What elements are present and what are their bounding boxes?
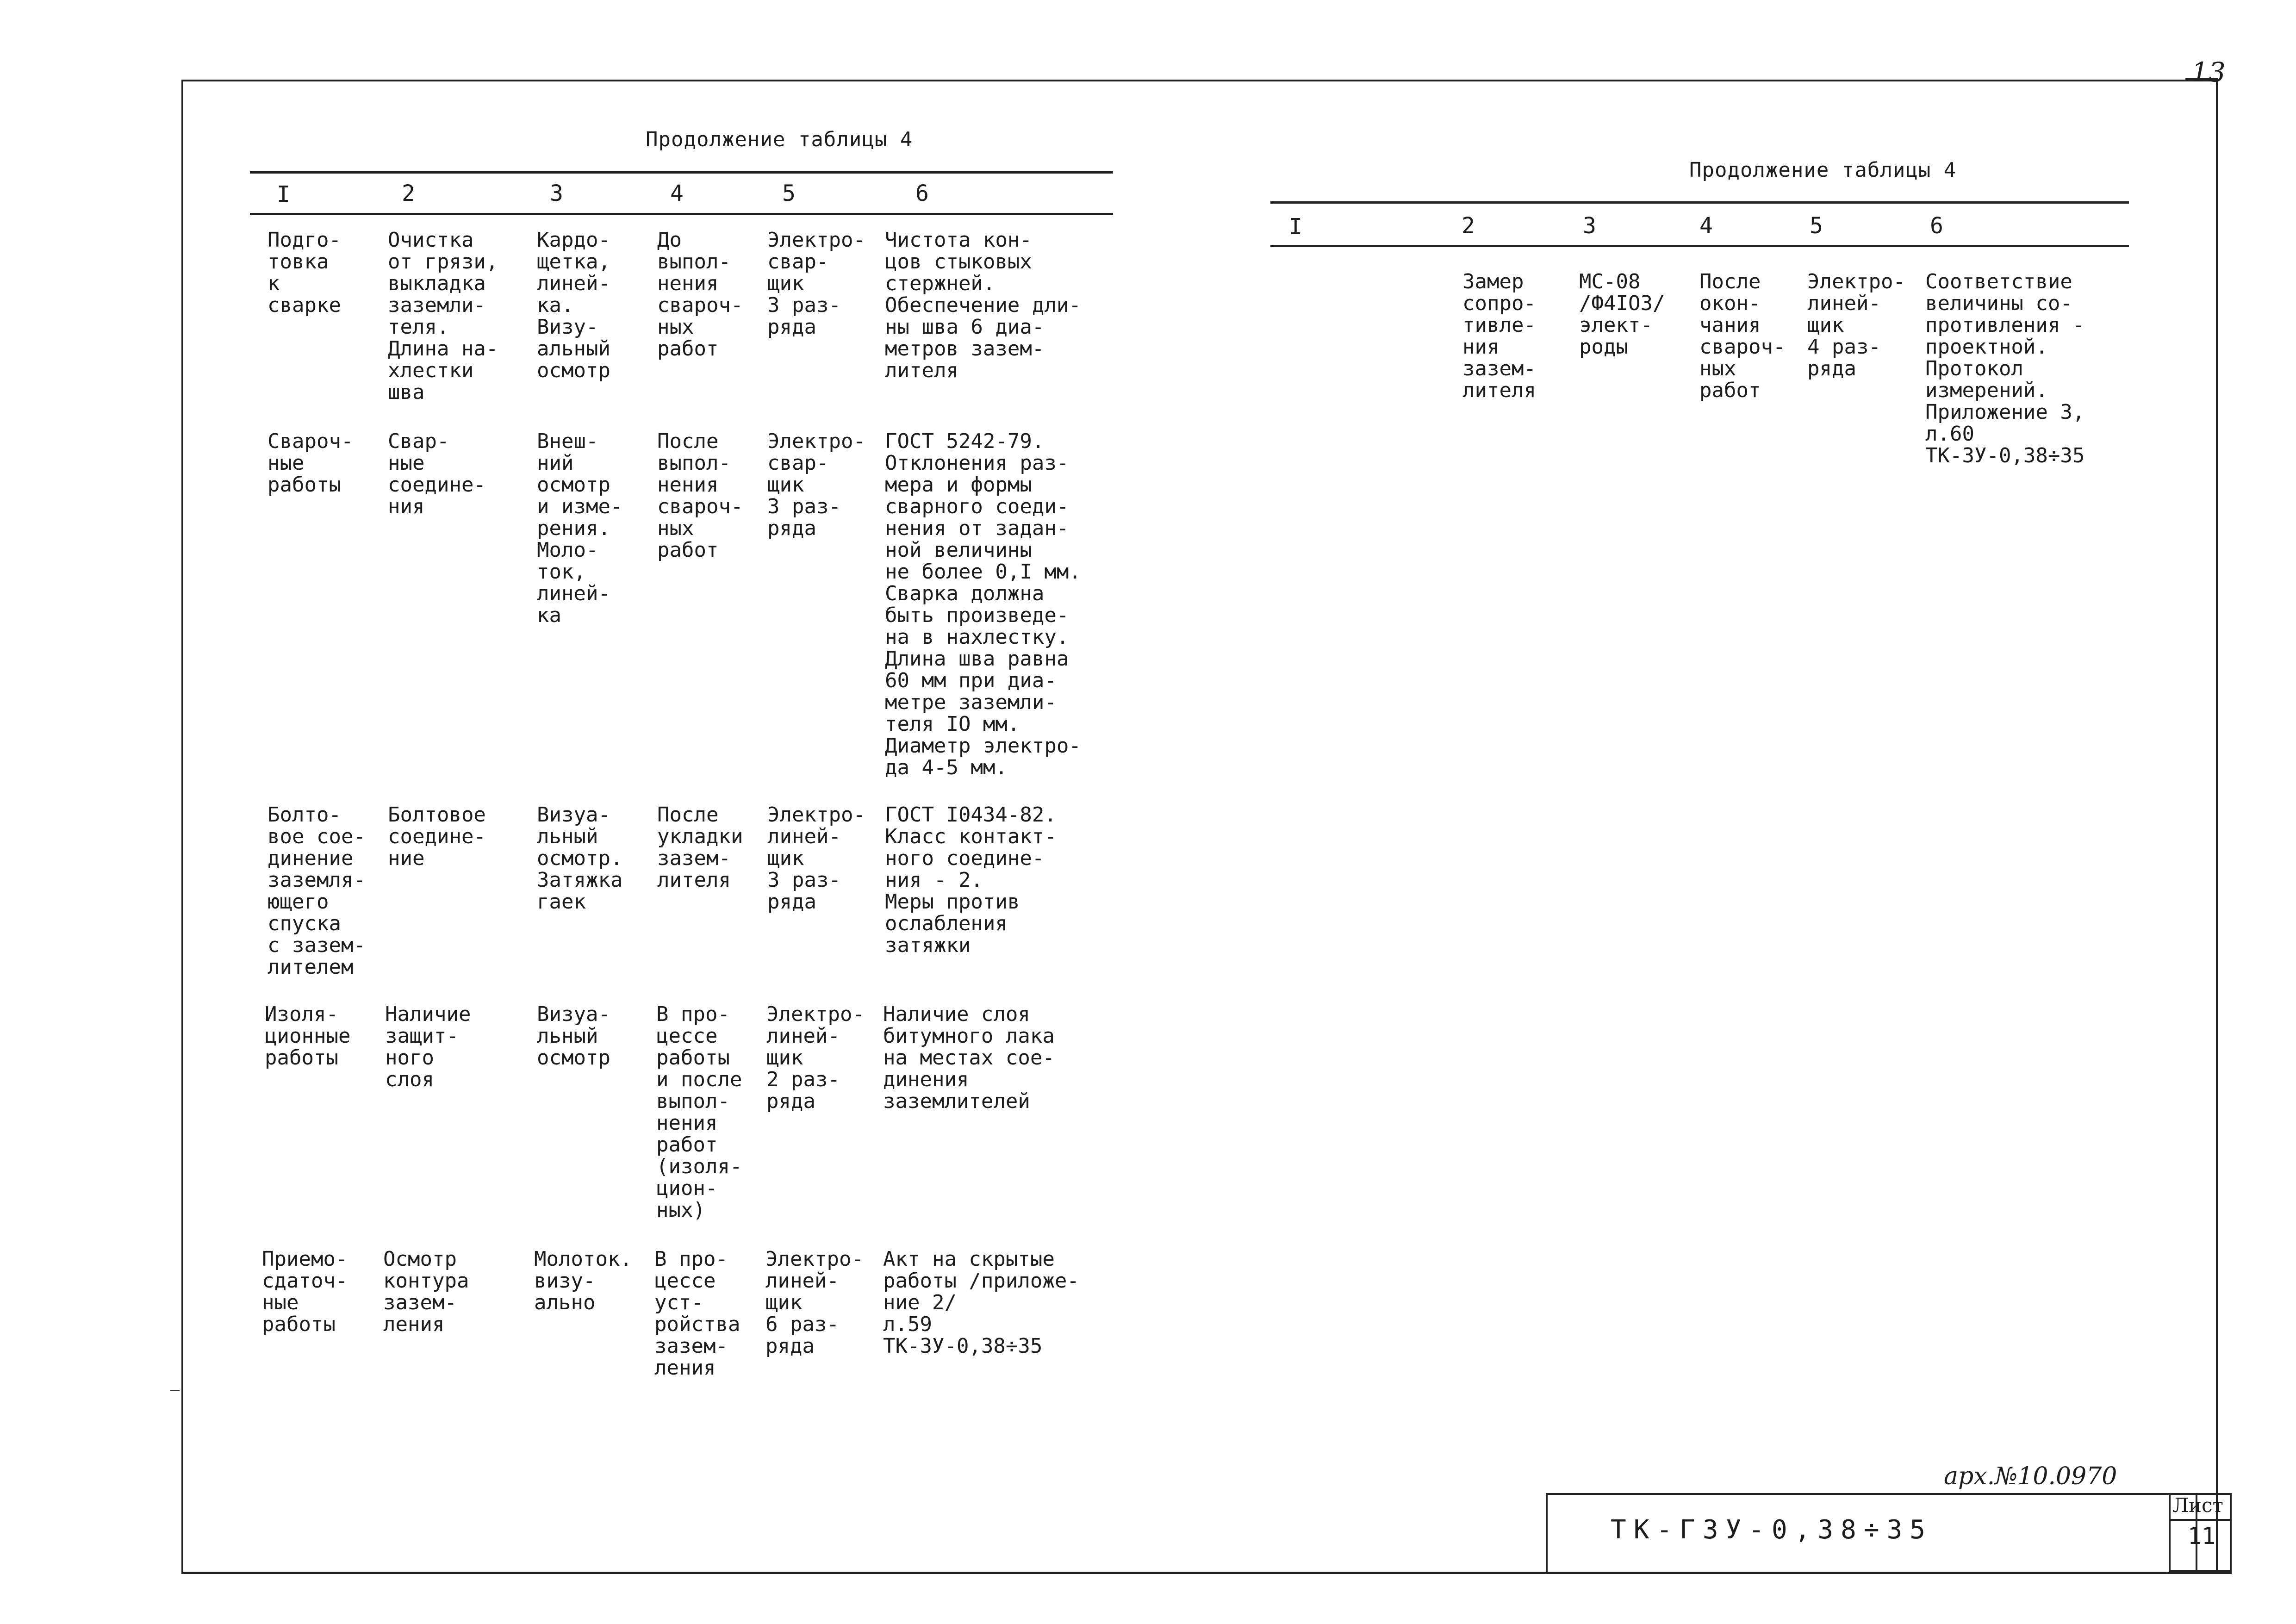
sheet-label: Лист bbox=[2172, 1494, 2223, 1517]
left-row5-requirements: Акт на скрытые работы /приложе- ние 2/ л.59 ТК-ЗУ-0,38÷35 bbox=[883, 1247, 1079, 1358]
left-row3-requirements: ГОСТ I0434-82. Класс контакт- ного соедине- ния - 2. Меры против ослабления затяжки bbox=[885, 803, 1057, 957]
right-row1-requirements: Соответствие величины со- противления - проектной. Протокол измерений. Приложение 3, л.60 ТК-ЗУ-0,38÷35 bbox=[1925, 270, 2085, 467]
right-header-col3: 3 bbox=[1583, 213, 1596, 239]
left-row2-performer: Электро- свар- щик 3 раз- ряда bbox=[767, 429, 865, 540]
left-row1-requirements: Чистота кон- цов стыковых стержней. Обеспечение дли- ны шва 6 диа- метров зазем- лителя bbox=[885, 228, 1081, 382]
right-header-col4: 4 bbox=[1699, 213, 1713, 239]
left-row5-control-object: Осмотр контура зазем- ления bbox=[383, 1247, 469, 1336]
left-row4-control-object: Наличие защит- ного слоя bbox=[385, 1002, 471, 1091]
left-header-col3: 3 bbox=[550, 180, 563, 206]
left-row2-operation: Свароч- ные работы bbox=[268, 429, 354, 497]
margin-tick bbox=[170, 1390, 180, 1391]
left-row4-requirements: Наличие слоя битумного лака на местах сое- динения заземлителей bbox=[883, 1002, 1055, 1113]
right-table-caption: Продолжение таблицы 4 bbox=[1689, 158, 1957, 182]
left-row1-method: Кардо- щетка, линей- ка. Визу- альный осмотр bbox=[537, 228, 610, 382]
frame-bottom-line bbox=[181, 1572, 2232, 1574]
left-table-caption: Продолжение таблицы 4 bbox=[646, 128, 913, 151]
left-header-col6: 6 bbox=[915, 180, 929, 206]
right-row1-method: МС-08 /Ф4IОЗ/ элект- роды bbox=[1579, 270, 1665, 359]
right-header-col5: 5 bbox=[1810, 213, 1823, 239]
left-row5-performer: Электро- линей- щик 6 раз- ряда bbox=[765, 1247, 864, 1358]
left-row5-time: В про- цессе уст- ройства зазем- ления bbox=[654, 1247, 740, 1380]
left-row1-time: До выпол- нения свароч- ных работ bbox=[657, 228, 743, 361]
left-row2-time: После выпол- нения свароч- ных работ bbox=[657, 429, 743, 562]
left-table-top-rule bbox=[250, 171, 1113, 174]
left-row1-operation: Подго- товка к сварке bbox=[268, 228, 341, 317]
left-row4-time: В про- цессе работы и после выпол- нения работ (изоля- цион- ных) bbox=[656, 1002, 742, 1222]
left-row2-requirements: ГОСТ 5242-79. Отклонения раз- мера и формы сварного соеди- нения от задан- ной величины не более 0,I мм. Сварка должна быть произведе- на в нахлестку. Длина шва равна 60 мм при диа- метре заземли- теля IO мм. Диаметр электро- да 4-5 мм. bbox=[885, 429, 1081, 779]
left-row3-performer: Электро- линей- щик 3 раз- ряда bbox=[767, 803, 865, 914]
right-header-col2: 2 bbox=[1462, 213, 1475, 239]
page-number: 13 bbox=[2191, 56, 2226, 88]
right-header-col6: 6 bbox=[1930, 213, 1943, 239]
left-row2-control-object: Свар- ные соедине- ния bbox=[388, 429, 486, 518]
left-row3-control-object: Болтовое соедине- ние bbox=[388, 803, 486, 870]
right-row1-control-object: Замер сопро- тивле- ния зазем- лителя bbox=[1462, 270, 1536, 402]
sheet-number: 11 bbox=[2188, 1523, 2216, 1549]
right-table-top-rule bbox=[1270, 201, 2129, 204]
page-number-underline bbox=[2185, 78, 2218, 80]
left-header-col2: 2 bbox=[402, 180, 415, 206]
right-header-col1: I bbox=[1289, 214, 1302, 240]
sheet-box-divider bbox=[2169, 1519, 2232, 1521]
right-row1-performer: Электро- линей- щик 4 раз- ряда bbox=[1807, 270, 1905, 380]
left-row3-time: После укладки зазем- лителя bbox=[657, 803, 743, 892]
right-table-header-rule bbox=[1270, 245, 2129, 247]
left-row1-performer: Электро- свар- щик 3 раз- ряда bbox=[767, 228, 865, 339]
left-row4-method: Визуа- льный осмотр bbox=[537, 1002, 610, 1070]
left-row5-method: Молоток. визу- ально bbox=[534, 1247, 632, 1314]
left-header-col1: I bbox=[277, 181, 290, 207]
left-row4-operation: Изоля- ционные работы bbox=[265, 1002, 351, 1070]
left-row4-performer: Электро- линей- щик 2 раз- ряда bbox=[766, 1002, 865, 1113]
left-header-col5: 5 bbox=[782, 180, 796, 206]
left-row3-operation: Болто- вое сое- динение заземля- ющего спуска с зазем- лителем bbox=[268, 803, 366, 979]
left-table-header-rule bbox=[250, 213, 1113, 215]
left-row5-operation: Приемо- сдаточ- ные работы bbox=[262, 1247, 348, 1336]
right-row1-time: После окон- чания свароч- ных работ bbox=[1699, 270, 1786, 402]
left-row3-method: Визуа- льный осмотр. Затяжка гаек bbox=[537, 803, 623, 914]
left-header-col4: 4 bbox=[670, 180, 684, 206]
left-row2-method: Внеш- ний осмотр и изме- рения. Моло- ток, линей- ка bbox=[537, 429, 623, 627]
document-code: ТК-ГЗУ-0,38÷35 bbox=[1611, 1515, 1933, 1545]
archive-number: арх.№10.0970 bbox=[1944, 1462, 2117, 1490]
left-row1-control-object: Очистка от грязи, выкладка заземли- теля. Длина на- хлестки шва bbox=[388, 228, 498, 404]
